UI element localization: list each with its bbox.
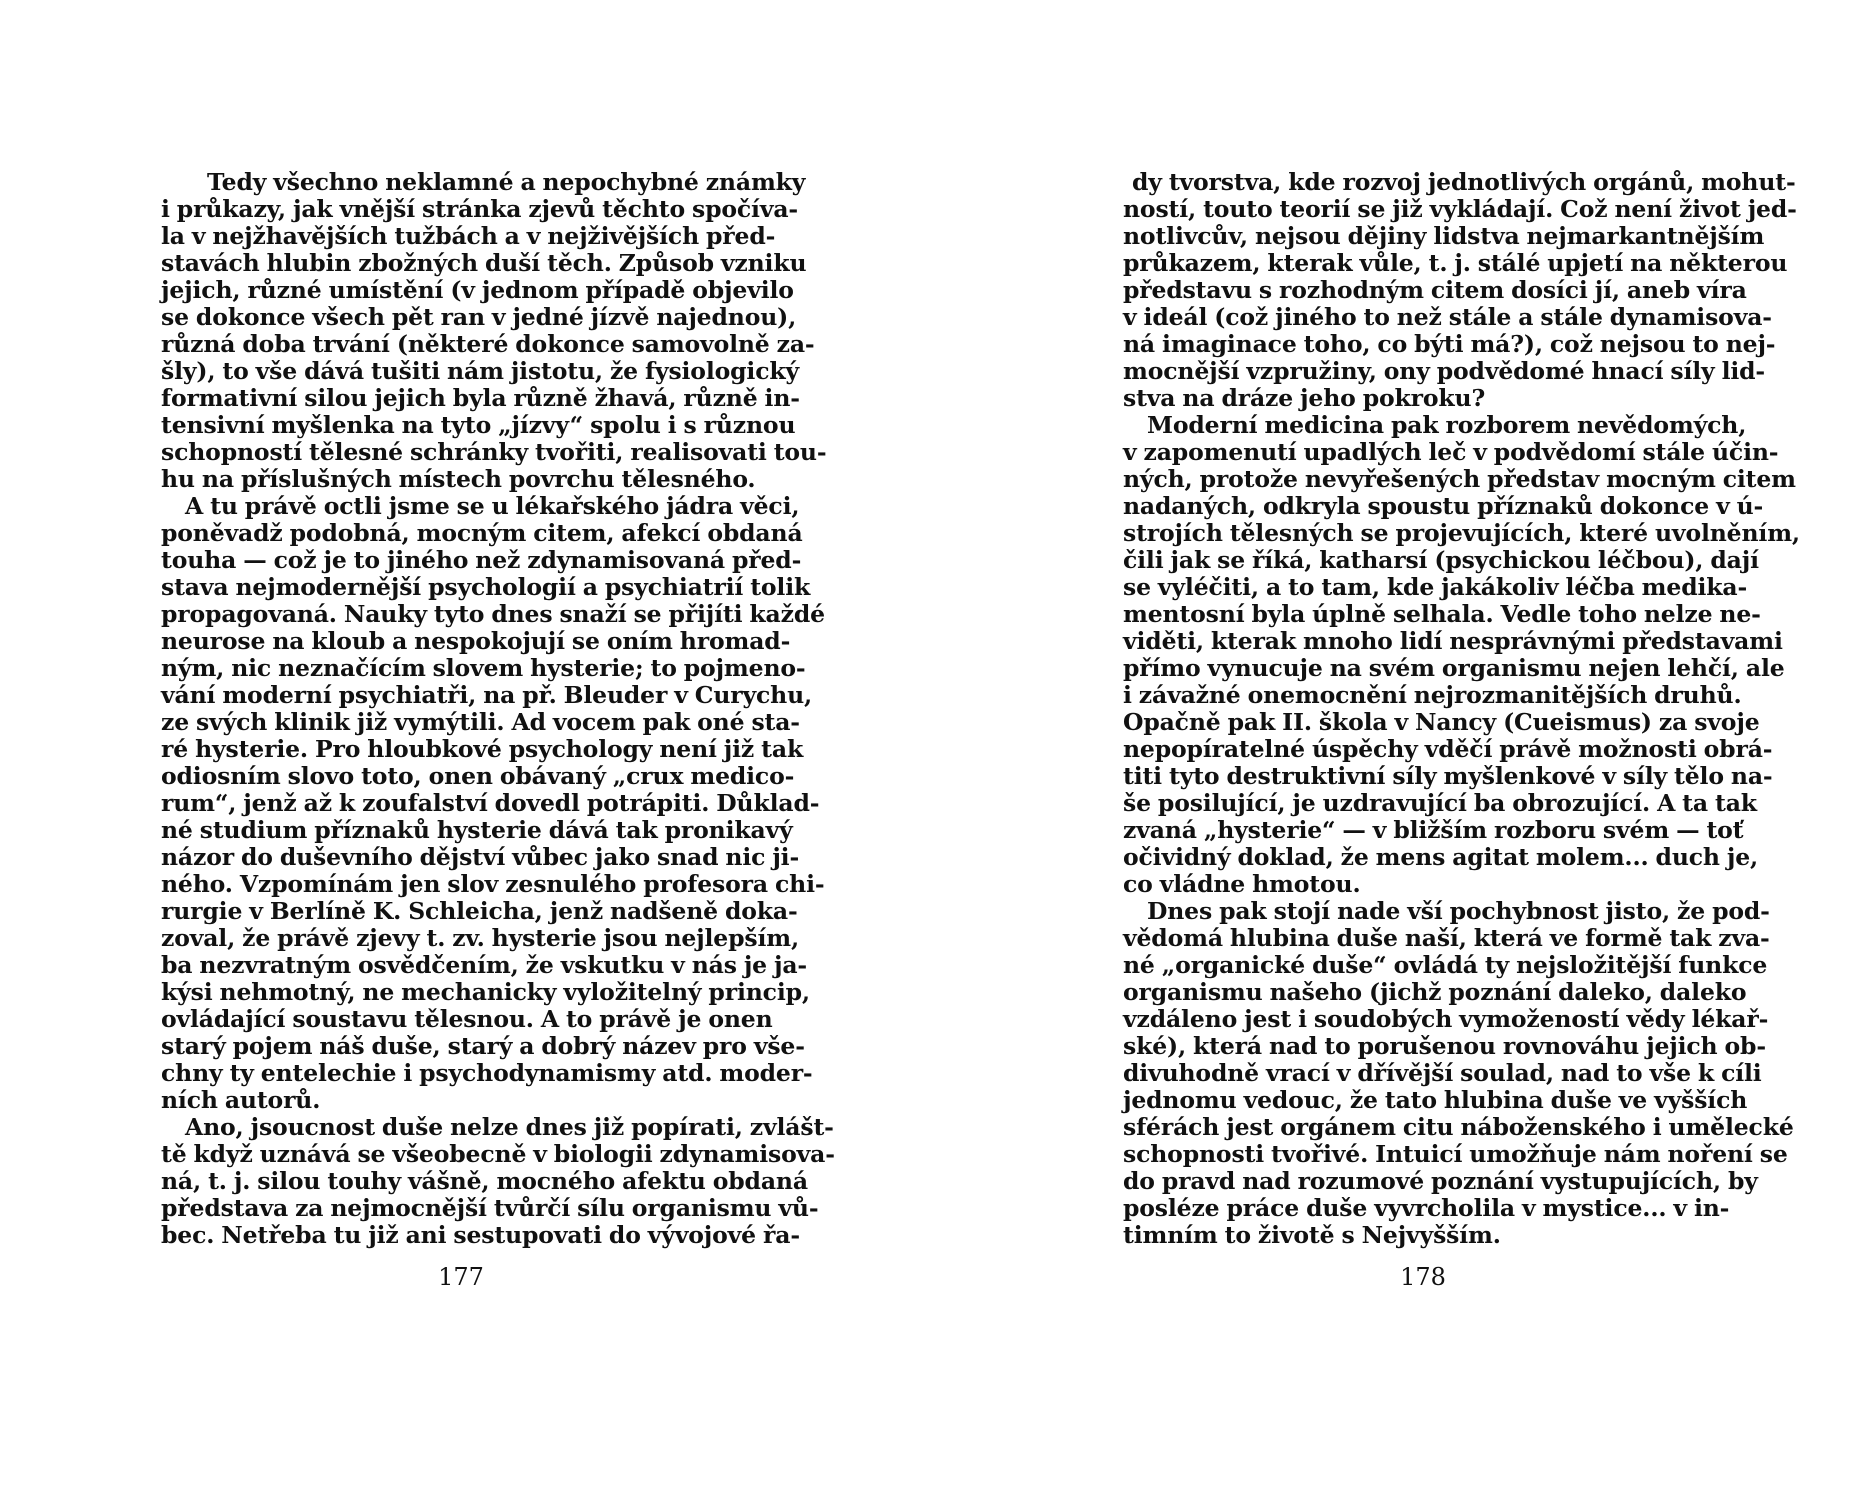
text-line: ností, touto teorií se již vykládají. Což není život jed- <box>1123 195 1797 223</box>
text-line: co vládne hmotou. <box>1123 870 1361 898</box>
text-line: touha — což je to jiného než zdynamisovaná před- <box>161 546 802 574</box>
text-line: nadaných, odkryla spoustu příznaků dokonce v ú- <box>1123 492 1764 520</box>
text-line: i závažné onemocnění nejrozmanitějších druhů. <box>1123 681 1742 709</box>
text-line: čili jak se říká, katharsí (psychickou léčbou), dají <box>1123 546 1759 574</box>
text-line: vědomá hlubina duše naší, která ve formě tak zva- <box>1123 924 1770 952</box>
text-line: vání moderní psychiatři, na př. Bleuder v Curychu, <box>161 681 813 709</box>
text-line: stavách hlubin zbožných duší těch. Způsob vzniku <box>161 249 807 277</box>
text-line: chny ty entelechie i psychodynamismy atd. moder- <box>161 1059 813 1087</box>
text-line: ze svých klinik již vymýtili. Ad vocem pak oné sta- <box>161 708 800 736</box>
text-line: še posilující, je uzdravující ba obrozující. A ta tak <box>1123 789 1757 817</box>
text-line: la v nejžhavějších tužbách a v nejživějších před- <box>161 222 776 250</box>
text-line: i průkazy, jak vnější stránka zjevů těchto spočíva- <box>161 195 799 223</box>
text-line: dy tvorstva, kde rozvoj jednotlivých orgánů, mohut- <box>1132 168 1796 196</box>
text-line: né „organické duše“ ovládá ty nejsložitější funkce <box>1123 951 1768 979</box>
text-line: Moderní medicina pak rozborem nevědomých, <box>1147 411 1747 439</box>
text-line: schopnosti tvořivé. Intuicí umožňuje nám noření se <box>1123 1140 1788 1168</box>
text-line: ské), která nad to porušenou rovnováhu jejich ob- <box>1123 1032 1766 1060</box>
text-line: nepopíratelné úspěchy vděčí právě možnosti obrá- <box>1123 735 1773 763</box>
text-line: A tu právě octli jsme se u lékařského jádra věci, <box>185 492 800 520</box>
text-line: kýsi nehmotný, ne mechanicky vyložitelný princip, <box>161 978 810 1006</box>
text-line: Ano, jsoucnost duše nelze dnes již popírati, zvlášt- <box>185 1113 834 1141</box>
text-line: stva na dráze jeho pokroku? <box>1123 384 1486 412</box>
text-line: ná, t. j. silou touhy vášně, mocného afektu obdaná <box>161 1167 808 1195</box>
text-line: do pravd nad rozumové poznání vystupujících, by <box>1123 1167 1758 1195</box>
text-line: sférách jest orgánem citu náboženského i umělecké <box>1123 1113 1794 1141</box>
text-line: viděti, kterak mnoho lidí nesprávnými představami <box>1123 627 1783 655</box>
text-line: jednomu vedouc, že tato hlubina duše ve vyšších <box>1123 1086 1748 1114</box>
text-line: hu na příslušných místech povrchu tělesného. <box>161 465 756 493</box>
text-line: poněvadž podobná, mocným citem, afekcí obdaná <box>161 519 803 547</box>
text-line: ré hysterie. Pro hloubkové psychology není již tak <box>161 735 804 763</box>
text-line: ným, nic neznačícím slovem hysterie; to pojmeno- <box>161 654 806 682</box>
text-line: ních autorů. <box>161 1086 321 1114</box>
text-line: organismu našeho (jichž poznání daleko, daleko <box>1123 978 1747 1006</box>
text-line: odiosním slovo toto, onen obávaný „crux medico- <box>161 762 795 790</box>
text-line: divuhodně vrací v dřívější soulad, nad to vše k cíli <box>1123 1059 1762 1087</box>
page-number: 177 <box>438 1263 484 1291</box>
text-line: zvaná „hysterie“ — v bližším rozboru svém — toť <box>1123 816 1744 844</box>
text-line: vzdáleno jest i soudobých vymožeností vědy lékař- <box>1123 1005 1769 1033</box>
text-line: se vyléčiti, a to tam, kde jakákoliv léčba medika- <box>1123 573 1748 601</box>
text-line: ná imaginace toho, co býti má?), což nejsou to nej- <box>1123 330 1776 358</box>
text-line: rum“, jenž až k zoufalství dovedl potrápiti. Důklad- <box>161 789 820 817</box>
text-line: schopností tělesné schránky tvořiti, realisovati tou- <box>161 438 827 466</box>
text-line: ovládající soustavu tělesnou. A to právě je onen <box>161 1005 773 1033</box>
text-line: průkazem, kterak vůle, t. j. stálé upjetí na některou <box>1123 249 1788 277</box>
text-line: se dokonce všech pět ran v jedné jízvě najednou), <box>161 303 797 331</box>
text-line: ných, protože nevyřešených představ mocným citem <box>1123 465 1796 493</box>
text-line: v zapomenutí upadlých leč v podvědomí stále účin- <box>1123 438 1779 466</box>
page-number: 178 <box>1400 1263 1446 1291</box>
text-line: tensivní myšlenka na tyto „jízvy“ spolu i s různou <box>161 411 796 439</box>
text-line: formativní silou jejich byla různě žhavá, různě in- <box>161 384 800 412</box>
text-line: názor do duševního dějství vůbec jako snad nic ji- <box>161 843 800 871</box>
text-line: rurgie v Berlíně K. Schleicha, jenž nadšeně doka- <box>161 897 798 925</box>
text-line: né studium příznaků hysterie dává tak pronikavý <box>161 816 793 844</box>
text-line: ného. Vzpomínám jen slov zesnulého profesora chi- <box>161 870 825 898</box>
text-line: představa za nejmocnější tvůrčí sílu organismu vů- <box>161 1194 819 1222</box>
text-line: propagovaná. Nauky tyto dnes snaží se přijíti každé <box>161 600 825 628</box>
text-line: očividný doklad, že mens agitat molem... duch je, <box>1123 843 1759 871</box>
text-line: různá doba trvání (některé dokonce samovolně za- <box>161 330 815 358</box>
text-line: tě když uznává se všeobecně v biologii zdynamisova- <box>161 1140 835 1168</box>
text-line: titi tyto destruktivní síly myšlenkové v síly tělo na- <box>1123 762 1773 790</box>
text-line: šly), to vše dává tušiti nám jistotu, že fysiologický <box>161 357 799 385</box>
text-line: Dnes pak stojí nade vší pochybnost jisto, že pod- <box>1147 897 1770 925</box>
text-line: v ideál (což jiného to než stále a stále dynamisova- <box>1123 303 1772 331</box>
text-line: neurose na kloub a nespokojují se oním hromad- <box>161 627 791 655</box>
text-line: timním to životě s Nejvyšším. <box>1123 1221 1501 1249</box>
text-line: mocnější vzpružiny, ony podvědomé hnací síly lid- <box>1123 357 1766 385</box>
text-line: jejich, různé umístění (v jednom případě objevilo <box>161 276 794 304</box>
text-line: stava nejmodernější psychologií a psychiatrií tolik <box>161 573 811 601</box>
text-line: zoval, že právě zjevy t. zv. hysterie jsou nejlepším, <box>161 924 799 952</box>
text-line: notlivcův, nejsou dějiny lidstva nejmarkantnějším <box>1123 222 1765 250</box>
text-line: Tedy všechno neklamné a nepochybné známky <box>207 168 806 196</box>
text-line: představu s rozhodným citem dosíci jí, aneb víra <box>1123 276 1747 304</box>
text-line: strojích tělesných se projevujících, které uvolněním, <box>1123 519 1800 547</box>
text-line: přímo vynucuje na svém organismu nejen lehčí, ale <box>1123 654 1785 682</box>
text-line: bec. Netřeba tu již ani sestupovati do vývojové řa- <box>161 1221 800 1249</box>
text-line: Opačně pak II. škola v Nancy (Cueismus) za svoje <box>1123 708 1760 736</box>
text-line: posléze práce duše vyvrcholila v mystice... v in- <box>1123 1194 1730 1222</box>
text-line: ba nezvratným osvědčením, že vskutku v nás je ja- <box>161 951 808 979</box>
text-line: starý pojem náš duše, starý a dobrý název pro vše- <box>161 1032 805 1060</box>
text-line: mentosní byla úplně selhala. Vedle toho nelze ne- <box>1123 600 1761 628</box>
